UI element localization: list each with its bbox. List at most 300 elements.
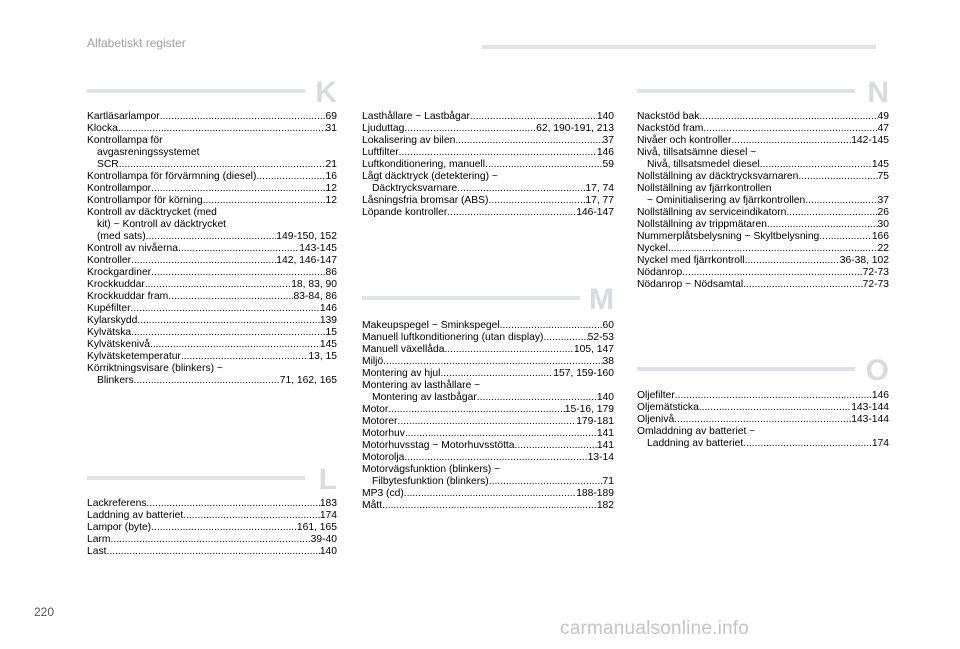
index-entry-line (87, 195, 337, 207)
index-page-ref: 143-145 (299, 243, 337, 254)
index-entry (637, 219, 889, 231)
index-term: Montering av hjul (362, 368, 441, 379)
index-entry-line (87, 267, 337, 279)
dot-leader (146, 231, 277, 243)
index-term: Last (87, 546, 107, 557)
index-entry-line (362, 440, 614, 452)
index-page-ref: 71 (602, 476, 614, 487)
index-page-ref: 13-14 (587, 452, 614, 463)
index-entry-line (362, 332, 614, 344)
index-term: MP3 (cd) (362, 488, 404, 499)
index-entry-line (87, 123, 337, 135)
dot-leader (151, 522, 297, 534)
index-term: Klocka (87, 123, 118, 134)
index-entry (362, 159, 614, 171)
index-entry (87, 303, 337, 315)
index-entry-line (87, 510, 337, 522)
index-entry (362, 488, 614, 500)
dot-leader (382, 500, 597, 512)
index-entry-continuation (87, 147, 337, 159)
index-page-ref: 52-53 (587, 332, 614, 343)
index-page-ref: 140 (596, 111, 614, 122)
index-entry-line (637, 231, 889, 243)
index-entry-line (87, 303, 337, 315)
index-entry-line (362, 123, 614, 135)
index-entry (637, 111, 889, 123)
index-entry-line (87, 351, 337, 363)
index-page-ref: 145 (319, 339, 337, 350)
index-entry (362, 464, 614, 488)
index-entry (87, 291, 337, 303)
index-page-ref: 22 (877, 243, 889, 254)
index-entry-line (362, 147, 614, 159)
index-term: Omladdning av batteriet ~ (637, 426, 756, 437)
index-entry-continuation (87, 159, 337, 171)
index-entry-line (362, 428, 614, 440)
index-entry-line (87, 363, 337, 375)
index-entry-line (637, 255, 889, 267)
index-entry (87, 123, 337, 135)
dot-leader (388, 404, 564, 416)
index-term: Nollställning av serviceindikatorn (637, 207, 787, 218)
index-page-ref: 72-73 (862, 279, 889, 290)
index-term: Nödanrop (637, 267, 683, 278)
dot-leader (760, 159, 872, 171)
section-header-m (362, 283, 614, 323)
dot-leader (404, 123, 536, 135)
index-term: Blinkers (97, 375, 134, 386)
index-entry (362, 416, 614, 428)
index-term: Laddning av batteriet (87, 510, 184, 521)
index-term: Manuell luftkonditionering (utan display) (362, 332, 544, 343)
index-entry (637, 279, 889, 291)
index-entry-continuation (362, 183, 614, 195)
index-page-ref: 166 (871, 231, 889, 242)
index-page-ref: 174 (319, 510, 337, 521)
index-term: Lasthållare ~ Lastbågar (362, 111, 470, 122)
index-entry-line (87, 255, 337, 267)
index-term: Krockkuddar fram (87, 291, 169, 302)
dot-leader (150, 339, 320, 351)
index-term: Luftfilter (362, 147, 399, 158)
index-term: Kontroll av nivåerna (87, 243, 179, 254)
index-term: Nollställning av däcktrycksvarnaren (637, 171, 799, 182)
index-term: Kontrollampa för förvärmning (diesel) (87, 171, 257, 182)
index-page-ref: 38 (602, 356, 614, 367)
index-entry-line (637, 243, 889, 255)
index-entry-line (362, 320, 614, 332)
dot-leader (500, 320, 603, 332)
index-entry-line (87, 135, 337, 147)
index-entry (637, 255, 889, 267)
index-page-ref: 39-40 (310, 534, 337, 545)
index-entry (637, 123, 889, 135)
index-page-ref: 12 (325, 183, 337, 194)
dot-leader (160, 111, 326, 123)
index-page-ref: 15 (325, 327, 337, 338)
index-entry-line (637, 123, 889, 135)
dot-leader (404, 488, 576, 500)
index-entry (637, 135, 889, 147)
index-entry-line (637, 171, 889, 183)
dot-leader (470, 111, 597, 123)
dot-leader (767, 219, 878, 231)
index-entry (87, 498, 337, 510)
dot-leader (256, 171, 325, 183)
index-entry (637, 414, 889, 426)
index-entry-line (637, 147, 889, 159)
index-entry (87, 279, 337, 291)
index-list-n (637, 111, 889, 291)
index-term: avgasreningssystemet (97, 147, 200, 158)
index-page-ref: 72-73 (862, 267, 889, 278)
index-entry-line (87, 534, 337, 546)
index-page-ref: 143-144 (851, 414, 889, 425)
index-entry (87, 255, 337, 267)
index-page-ref: 139 (319, 315, 337, 326)
index-entry (637, 183, 889, 207)
section-rule (87, 476, 305, 480)
dot-leader (488, 195, 585, 207)
index-entry-continuation (87, 231, 337, 243)
index-entry (87, 363, 337, 387)
index-entry (637, 207, 889, 219)
index-page-ref: 60 (602, 320, 614, 331)
index-term: Däcktrycksvarnare (372, 183, 458, 194)
index-term: Lokalisering av bilen (362, 135, 456, 146)
index-entry-line (87, 327, 337, 339)
dot-leader (178, 243, 299, 255)
dot-leader (151, 183, 325, 195)
dot-leader (668, 243, 878, 255)
index-page-ref: 17, 77 (585, 195, 614, 206)
dot-leader (743, 279, 862, 291)
index-term: Lampor (byte) (87, 522, 152, 533)
index-entry-continuation (362, 476, 614, 488)
index-page-ref: 146 (871, 390, 889, 401)
index-entry (637, 243, 889, 255)
index-entry (637, 390, 889, 402)
index-entry (362, 135, 614, 147)
index-entry (87, 327, 337, 339)
dot-leader (110, 534, 310, 546)
section-letter-k: K (315, 76, 337, 109)
index-term: Motorhuvsstag ~ Motorhuvsstötta (362, 440, 515, 451)
dot-leader (181, 351, 309, 363)
index-page-ref: 141 (596, 428, 614, 439)
index-term: Körriktningsvisare (blinkers) ~ (87, 363, 223, 374)
index-page-ref: 142, 146-147 (276, 255, 337, 266)
index-entry (637, 171, 889, 183)
index-term: Motorhuv (362, 428, 405, 439)
index-entry-line (362, 380, 614, 392)
index-page-ref: 83-84, 86 (293, 291, 337, 302)
index-entry (87, 183, 337, 195)
index-term: Larm (87, 534, 111, 545)
index-page-ref: 62, 190-191, 213 (536, 123, 614, 134)
index-page-ref: 75 (877, 171, 889, 182)
index-entry (87, 534, 337, 546)
index-term: Nivå, tillsatsmedel diesel (647, 159, 760, 170)
dot-leader (399, 147, 597, 159)
dot-leader (151, 267, 325, 279)
dot-leader (131, 303, 320, 315)
index-entry (87, 522, 337, 534)
index-page-ref: 183 (319, 498, 337, 509)
dot-leader (168, 291, 293, 303)
index-term: Filbytesfunktion (blinkers) (372, 476, 489, 487)
index-entry (362, 332, 614, 344)
index-entry-line (362, 416, 614, 428)
index-term: (med sats) (97, 231, 146, 242)
index-entry (362, 123, 614, 135)
dot-leader (489, 476, 603, 488)
index-entry (362, 111, 614, 123)
index-term: Nivåer och kontroller (637, 135, 732, 146)
index-term: Laddning av batteriet (647, 438, 744, 449)
index-entry-line (637, 267, 889, 279)
dot-leader (731, 135, 851, 147)
index-term: Kontrollampa för (87, 135, 163, 146)
index-term: Nummerplåtsbelysning ~ Skyltbelysning (637, 231, 820, 242)
index-term: Nollställning av fjärrkontrollen (637, 183, 772, 194)
index-page-ref: 157, 159-160 (553, 368, 614, 379)
index-page-ref: 143-144 (851, 402, 889, 413)
index-term: Krockgardiner (87, 267, 152, 278)
index-page-ref: 146 (596, 147, 614, 158)
page-number: 220 (34, 605, 55, 619)
index-term: Makeupspegel ~ Sminkspegel (362, 320, 500, 331)
index-page-ref: 182 (596, 500, 614, 511)
index-list-l (87, 498, 337, 558)
index-entry (637, 231, 889, 243)
index-entry (362, 356, 614, 368)
index-page-ref: 15-16, 179 (564, 404, 614, 415)
index-entry-continuation (637, 159, 889, 171)
index-entry-line (362, 159, 614, 171)
dot-leader (444, 344, 573, 356)
index-entry (637, 267, 889, 279)
index-term: Kylvätska (87, 327, 132, 338)
index-page-ref: 140 (596, 392, 614, 403)
index-entry-line (362, 207, 614, 219)
index-page-ref: 140 (319, 546, 337, 557)
index-list-m (362, 320, 614, 512)
index-entry-line (87, 546, 337, 558)
dot-leader (405, 428, 597, 440)
index-term: Nackstöd fram (637, 123, 704, 134)
index-term: Kupéfilter (87, 303, 131, 314)
index-entry-line (637, 279, 889, 291)
index-entry (87, 351, 337, 363)
index-page-ref: 146-147 (576, 207, 614, 218)
index-entry-line (87, 339, 337, 351)
dot-leader (543, 332, 587, 344)
index-entry (87, 111, 337, 123)
dot-leader (106, 546, 319, 558)
dot-leader (447, 207, 576, 219)
index-entry (87, 135, 337, 171)
index-entry (362, 404, 614, 416)
index-term: Oljefilter (637, 390, 675, 401)
index-term: Montering av lastbågar (372, 392, 477, 403)
index-term: Manuell växellåda (362, 344, 445, 355)
index-entry (87, 195, 337, 207)
header-divider-bar (482, 45, 876, 49)
dot-leader (699, 111, 877, 123)
index-entry-line (637, 111, 889, 123)
index-page-ref: 31 (325, 123, 337, 134)
section-rule (637, 89, 855, 93)
index-entry (362, 500, 614, 512)
dot-leader (675, 390, 872, 402)
dot-leader (682, 267, 862, 279)
dot-leader (805, 195, 877, 207)
index-entry-line (362, 488, 614, 500)
index-entry-line (362, 111, 614, 123)
index-page-ref: 174 (871, 438, 889, 449)
index-term: Motorvägsfunktion (blinkers) ~ (362, 464, 501, 475)
dot-leader (699, 402, 851, 414)
dot-leader (119, 159, 326, 171)
index-entry (637, 147, 889, 171)
index-entry-line (637, 402, 889, 414)
index-term: Mått (362, 500, 383, 511)
dot-leader (134, 375, 280, 387)
index-term: kit) ~ Kontroll av däcktrycket (97, 219, 227, 230)
index-entry-line (362, 171, 614, 183)
index-term: Oljemätsticka (637, 402, 699, 413)
index-entry-line (87, 522, 337, 534)
watermark-text: carmanualsonline.info (560, 618, 750, 639)
index-term: Nödanrop ~ Nödsamtal (637, 279, 744, 290)
index-page-ref: 37 (602, 135, 614, 146)
index-entry (362, 171, 614, 195)
index-entry (87, 315, 337, 327)
index-entry (362, 368, 614, 380)
dot-leader (203, 195, 326, 207)
index-page-ref: 71, 162, 165 (279, 375, 337, 386)
index-entry-line (637, 219, 889, 231)
index-term: ~ Ominitialisering av fjärrkontrollen (647, 195, 806, 206)
index-page-ref: 141 (596, 440, 614, 451)
index-entry-line (87, 315, 337, 327)
index-term: Kylvätskenivå (87, 339, 150, 350)
index-list-l-continued (362, 111, 614, 219)
index-entry-line (87, 243, 337, 255)
index-page-ref: 18, 83, 90 (291, 279, 337, 290)
index-entry (87, 267, 337, 279)
index-term: Oljenivå (637, 414, 675, 425)
index-entry (362, 195, 614, 207)
index-term: Luftkonditionering, manuell (362, 159, 486, 170)
index-page-ref: 149-150, 152 (276, 231, 337, 242)
index-entry-line (87, 111, 337, 123)
index-page-ref: 161, 165 (296, 522, 337, 533)
index-entry-line (362, 368, 614, 380)
index-term: Lackreferens (87, 498, 147, 509)
index-entry-line (87, 498, 337, 510)
dot-leader (397, 416, 576, 428)
index-term: Nyckel med fjärrkontroll (637, 255, 745, 266)
index-entry-continuation (87, 375, 337, 387)
index-term: Motorolja (362, 452, 405, 463)
section-rule (362, 296, 580, 300)
dot-leader (477, 392, 597, 404)
dot-leader (485, 159, 602, 171)
index-entry (362, 147, 614, 159)
index-entry (87, 510, 337, 522)
index-term: Krockkuddar (87, 279, 145, 290)
index-entry-continuation (637, 195, 889, 207)
index-entry-line (362, 344, 614, 356)
index-entry-line (87, 183, 337, 195)
index-term: Kartläsarlampor (87, 111, 160, 122)
index-page-ref: 146 (319, 303, 337, 314)
section-rule (87, 89, 305, 93)
section-letter-l: L (318, 463, 337, 496)
index-page-ref: 188-189 (576, 488, 614, 499)
index-page-ref: 26 (877, 207, 889, 218)
index-entry (637, 426, 889, 450)
dot-leader (131, 255, 276, 267)
index-term: Kontrollampor (87, 183, 152, 194)
index-list-o (637, 390, 889, 450)
index-entry-line (362, 404, 614, 416)
index-page-ref: 47 (877, 123, 889, 134)
index-entry (87, 339, 337, 351)
index-term: Kontroll av däcktrycket (med (87, 207, 217, 218)
dot-leader (440, 368, 553, 380)
index-entry-line (362, 135, 614, 147)
section-rule (637, 367, 855, 371)
index-page-ref: 30 (877, 219, 889, 230)
dot-leader (703, 123, 877, 135)
index-page-ref: 16 (325, 171, 337, 182)
dot-leader (745, 255, 840, 267)
section-letter-n: N (867, 76, 889, 109)
dot-leader (457, 183, 585, 195)
index-entry-line (637, 135, 889, 147)
dot-leader (383, 356, 602, 368)
index-entry-line (362, 452, 614, 464)
index-entry-continuation (637, 438, 889, 450)
index-entry (362, 207, 614, 219)
index-term: Kontrollampor för körning (87, 195, 203, 206)
index-entry-line (637, 183, 889, 195)
dot-leader (147, 498, 320, 510)
index-term: Nivå, tillsatsämne diesel ~ (637, 147, 757, 158)
dot-leader (137, 315, 319, 327)
section-letter-m: M (589, 283, 614, 316)
index-term: Miljö (362, 356, 384, 367)
index-term: Lågt däcktryck (detektering) ~ (362, 171, 498, 182)
dot-leader (674, 414, 851, 426)
index-page-ref: 179-181 (576, 416, 614, 427)
index-term: Montering av lasthållare ~ (362, 380, 481, 391)
index-entry (362, 440, 614, 452)
dot-leader (183, 510, 320, 522)
index-entry-line (362, 356, 614, 368)
index-term: Nyckel (637, 243, 668, 254)
index-term: SCR (97, 159, 119, 170)
index-page-ref: 37 (877, 195, 889, 206)
dot-leader (819, 231, 872, 243)
index-term: Kontroller (87, 255, 132, 266)
index-page-ref: 69 (325, 111, 337, 122)
index-entry (362, 428, 614, 440)
dot-leader (743, 438, 872, 450)
